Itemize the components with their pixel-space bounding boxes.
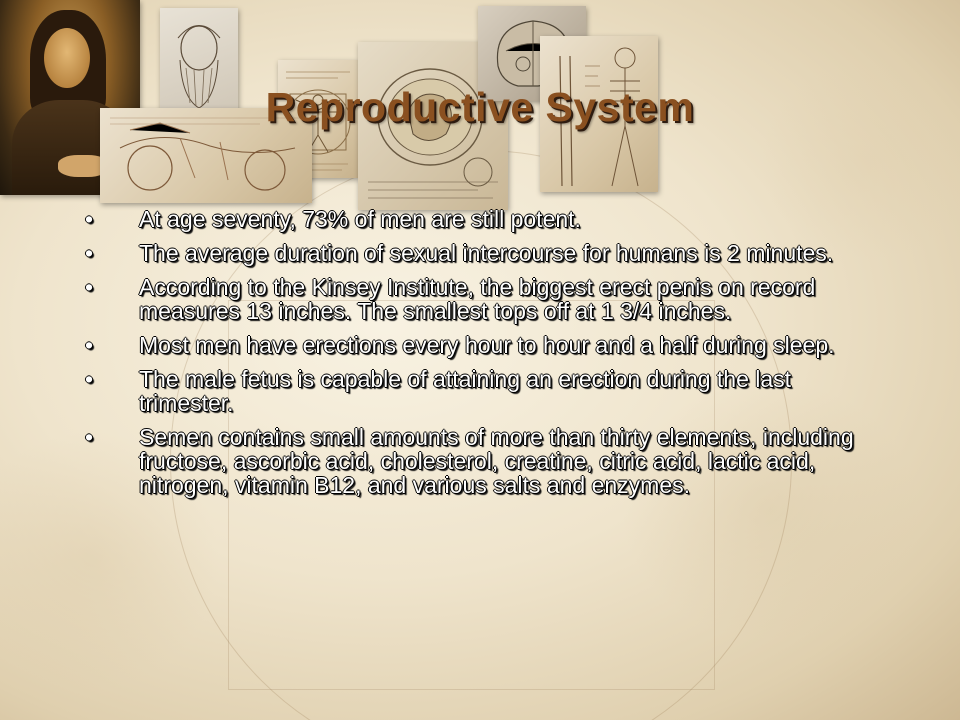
list-item bbox=[85, 367, 885, 415]
slide-title: Reproductive System bbox=[265, 84, 695, 130]
bullet: • bbox=[85, 424, 94, 450]
list-item bbox=[85, 333, 885, 357]
fact-text: According to the Kinsey Institute, the biggest erect penis on record measures 13 inches. The smallest tops off at 1 3/4 inches. bbox=[139, 274, 816, 324]
list-item bbox=[85, 241, 885, 265]
fact-text: The average duration of sexual intercourse for humans is 2 minutes. bbox=[139, 240, 834, 266]
bullet: • bbox=[85, 274, 94, 300]
bullet: • bbox=[85, 366, 94, 392]
bullet: • bbox=[85, 240, 94, 266]
list-item bbox=[85, 275, 885, 323]
painting-face bbox=[44, 28, 90, 88]
fact-text: The male fetus is capable of attaining an erection during the last trimester. bbox=[139, 366, 792, 416]
fact-text: At age seventy, 73% of men are still potent. bbox=[139, 206, 581, 232]
fact-text: Most men have erections every hour to hour and a half during sleep. bbox=[139, 332, 835, 358]
list-item bbox=[85, 425, 885, 497]
list-item bbox=[85, 207, 885, 231]
bullet: • bbox=[85, 332, 94, 358]
bullet: • bbox=[85, 206, 94, 232]
fact-text: Semen contains small amounts of more than thirty elements, including fructose, ascorbic acid, cholesterol, creatine, citric acid, lactic acid, nitrogen, vitamin B12, and various salts and enzymes. bbox=[139, 424, 854, 498]
fact-list bbox=[85, 207, 885, 507]
